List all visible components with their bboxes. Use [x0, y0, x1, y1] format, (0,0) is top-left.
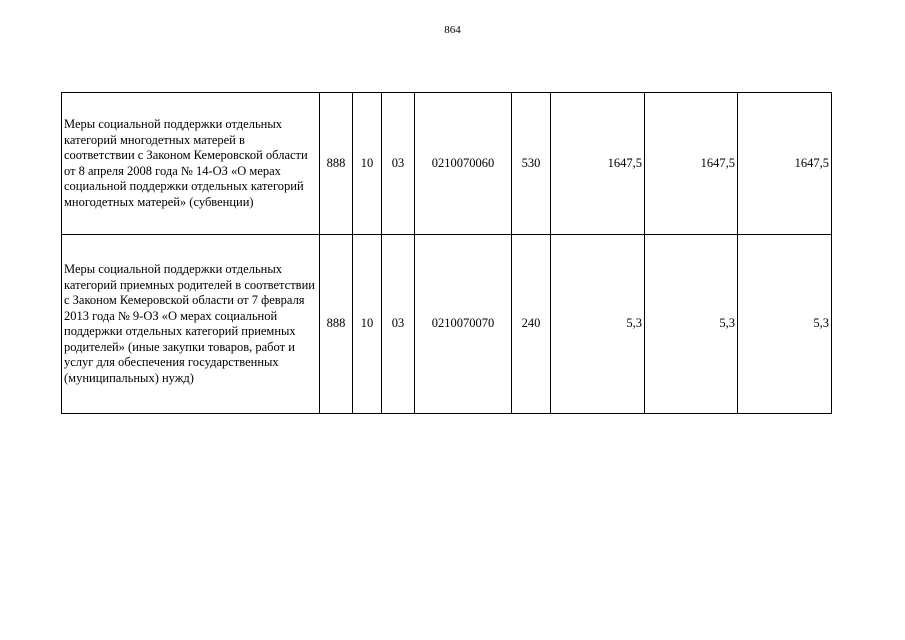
budget-table: [61, 92, 832, 414]
amount-year-2: 1647,5: [645, 93, 738, 235]
table-row: [62, 93, 832, 235]
amount-year-2: 5,3: [645, 235, 738, 414]
subsection-code: 03: [382, 235, 415, 414]
ministry-code: 888: [320, 93, 353, 235]
target-article-code: 0210070070: [415, 235, 512, 414]
amount-year-1: 1647,5: [551, 93, 645, 235]
row-description: Меры социальной поддержки отдельных категорий приемных родителей в соответствии с Законом Кемеровской области от 7 февраля 2013 года № 9-ОЗ «О мерах социальной поддержки отдельных категорий приемных родителей» (иные закупки товаров, работ и услуг для обеспечения государственных (муниципальных) нужд): [62, 235, 320, 414]
amount-year-1: 5,3: [551, 235, 645, 414]
page-number: 864: [444, 24, 461, 36]
amount-year-3: 1647,5: [738, 93, 832, 235]
row-description: Меры социальной поддержки отдельных категорий многодетных матерей в соответствии с Законом Кемеровской области от 8 апреля 2008 года № 14-ОЗ «О мерах социальной поддержки отдельных категорий многодетных матерей» (субвенции): [62, 93, 320, 235]
table-row: [62, 235, 832, 414]
subsection-code: 03: [382, 93, 415, 235]
expense-type-code: 240: [512, 235, 551, 414]
amount-year-3: 5,3: [738, 235, 832, 414]
section-code: 10: [353, 93, 382, 235]
expense-type-code: 530: [512, 93, 551, 235]
ministry-code: 888: [320, 235, 353, 414]
target-article-code: 0210070060: [415, 93, 512, 235]
section-code: 10: [353, 235, 382, 414]
